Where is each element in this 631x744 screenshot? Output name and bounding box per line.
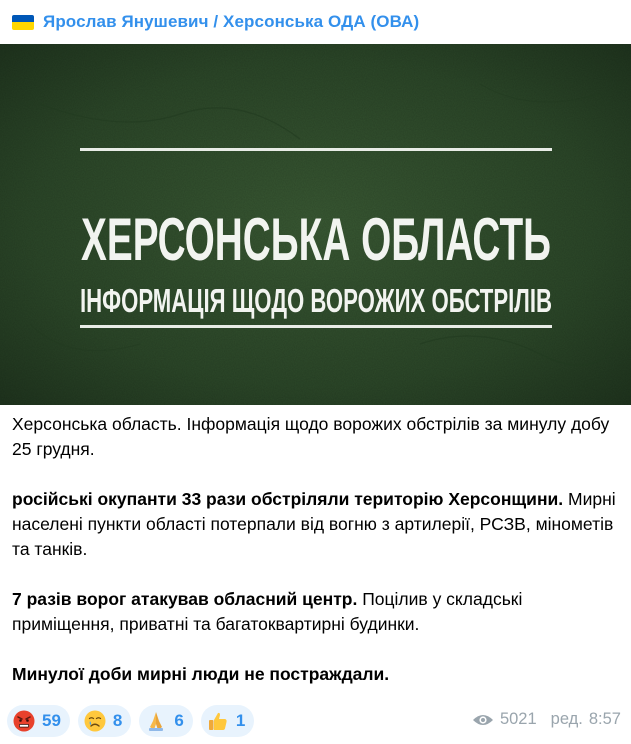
reaction-count: 1 bbox=[235, 711, 246, 730]
message-paragraph-4: Минулої доби мирні люди не постраждали. bbox=[12, 664, 390, 684]
banner-graphic bbox=[0, 44, 631, 405]
message-paragraph-3: 7 разів ворог атакував обласний центр. Поцілив у складські приміщення, приватні та багатоквартирні будинки. bbox=[12, 589, 523, 634]
message-paragraph-2: російські окупанти 33 рази обстріляли територію Херсонщини. Мирні населені пункти області потерпали від вогню з артилерії, РСЗВ, мінометів та танків. bbox=[12, 489, 616, 559]
message-paragraph-1: Херсонська область. Інформація щодо ворожих обстрілів за минулу добу 25 грудня. bbox=[12, 414, 610, 459]
post-image[interactable] bbox=[0, 44, 631, 405]
banner-subtitle: ІНФОРМАЦІЯ ЩОДО ВОРОЖИХ ОБСТРІЛІВ bbox=[80, 282, 552, 319]
message-text bbox=[12, 412, 617, 687]
ukraine-flag-icon bbox=[12, 15, 34, 30]
reaction-crying[interactable] bbox=[78, 705, 131, 737]
reaction-angry[interactable] bbox=[7, 705, 70, 737]
reaction-thumbs-up[interactable] bbox=[201, 705, 254, 737]
message-footer bbox=[0, 704, 631, 740]
crying-face-icon bbox=[84, 710, 106, 732]
edited-label: ред. bbox=[550, 710, 583, 728]
message-meta bbox=[472, 710, 621, 729]
channel-header[interactable] bbox=[0, 0, 631, 44]
channel-name[interactable]: Ярослав Янушевич / Херсонська ОДА (ОВА) bbox=[43, 12, 420, 31]
reactions-bar bbox=[7, 705, 254, 737]
reaction-pray[interactable] bbox=[139, 705, 192, 737]
banner-top-rule bbox=[80, 148, 552, 151]
view-count: 5021 bbox=[499, 710, 537, 728]
banner-bottom-rule bbox=[80, 325, 552, 328]
thumbs-up-icon bbox=[207, 710, 229, 732]
message-time: 8:57 bbox=[588, 710, 621, 728]
folded-hands-icon bbox=[145, 710, 167, 732]
reaction-count: 8 bbox=[112, 711, 123, 730]
reaction-count: 59 bbox=[42, 711, 61, 730]
reaction-count: 6 bbox=[174, 711, 184, 730]
banner-title: ХЕРСОНСЬКА ОБЛАСТЬ bbox=[81, 206, 551, 273]
angry-face-icon bbox=[13, 710, 35, 732]
eye-icon bbox=[472, 713, 494, 727]
